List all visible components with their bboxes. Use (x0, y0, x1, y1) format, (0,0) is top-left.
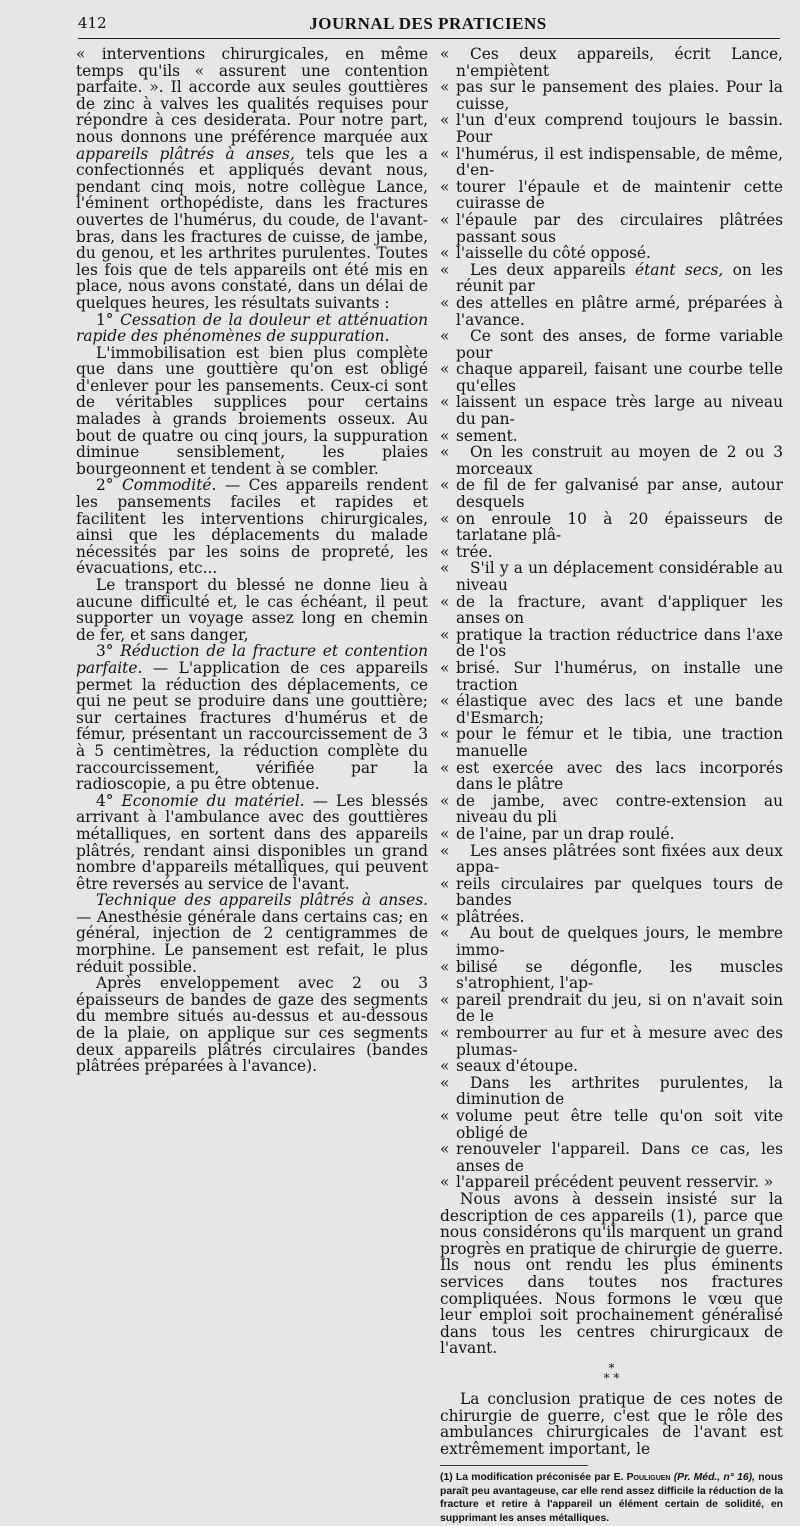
quotation-emphasis: étant secs, (634, 260, 724, 279)
paragraph-enveloppement: Après enveloppement avec 2 ou 3 épaisseurs de bandes de gaze des segments du membre situés au-dessus et au-dessous de la plaie, on applique sur ces segments deux appareils plâtrés circulaires (bandes plâtrées préparées à l'avance). (76, 974, 428, 1076)
paragraph-nous-avons: Nous avons à dessein insisté sur la description de ces appareils (1), parce que nous considérons qu'ils marquent un grand progrès en pratique de chirurgie de guerre. Ils nous ont rendu les plus éminents services dans toutes nos fractures compliquées. Nous formons le vœu que leur emploi soit prochainement généralisé dans tous les centres chirurgicaux de l'avant. (440, 1189, 783, 1358)
quotation-line (440, 925, 783, 958)
quotation-text: l'appareil précédent peuvent resservir. » (456, 1173, 774, 1192)
quotation-line (440, 444, 783, 477)
technique-text: — Anesthésie générale dans certains cas; en général, injection de 2 centigrammes de morphine. Le pansement est refait, le plus réduit possible. (76, 907, 428, 976)
section-1-number: 1° (96, 310, 114, 329)
quotation-line (440, 876, 783, 909)
guillemet-mark: « (440, 625, 450, 644)
quotation-line (440, 1025, 783, 1058)
section-separator-asterisks (440, 1360, 783, 1385)
guillemet-mark: « (440, 360, 450, 379)
quotation-text: Ce sont des anses, de forme variable pour (456, 327, 783, 362)
quotation-text: on enroule 10 à 20 épaisseurs de tarlatane plâ- (456, 509, 783, 545)
quotation-text: plâtrées. (456, 907, 525, 926)
guillemet-mark: « (440, 426, 450, 445)
guillemet-mark: « (440, 293, 450, 312)
quotation-text: rembourrer au fur et à mesure avec des plumas- (456, 1024, 783, 1059)
guillemet-mark: « (440, 725, 450, 744)
quotation-text: l'humérus, il est indispensable, de même, d'en- (456, 144, 783, 180)
quotation-line (440, 1058, 783, 1075)
guillemet-mark: « (440, 874, 450, 893)
quotation-line (440, 328, 783, 361)
quotation-line (440, 245, 783, 262)
quotation-line (440, 909, 783, 926)
quotation-line (440, 179, 783, 212)
section-4-number: 4° (96, 791, 114, 810)
quotation-line (440, 826, 783, 843)
quotation-text: pratique la traction réductrice dans l'axe de l'os (456, 625, 783, 661)
quotation-line (440, 1174, 783, 1191)
guillemet-mark: « (440, 990, 450, 1009)
quotation-text: brisé. Sur l'humérus, on installe une traction (456, 658, 783, 694)
quotation-text: trée. (456, 542, 493, 561)
quotation-line (440, 544, 783, 561)
quotation-line (440, 793, 783, 826)
guillemet-mark: « (440, 393, 450, 412)
guillemet-mark: « (440, 542, 450, 561)
guillemet-mark: « (440, 824, 450, 843)
guillemet-mark: « (440, 758, 450, 777)
quotation-text: bilisé se dégonfle, les muscles s'atrophient, l'ap- (456, 957, 783, 993)
quotation-text: laissent un espace très large au niveau du pan- (456, 393, 783, 429)
guillemet-mark: « (440, 260, 450, 279)
quotation-text: pareil prendrait du jeu, si on n'avait soin de le (456, 990, 783, 1026)
section-2-number: 2° (96, 476, 114, 495)
section-2-text: — Ces appareils rendent les pansements faciles et rapides et facilitent les interventions chirurgicales, ainsi que les déplacements du malade nécessités par les soins de propreté, les évacuations, etc... (76, 476, 428, 578)
guillemet-mark: « (440, 559, 450, 578)
asterisk-top: * (608, 1360, 615, 1375)
guillemet-mark: « (440, 907, 450, 926)
journal-title: JOURNAL DES PRATICIENS (309, 14, 547, 33)
guillemet-mark: « (440, 144, 450, 163)
quotation-line (440, 843, 783, 876)
quotation-line (440, 477, 783, 510)
quotation-text-post: on les réunit par (456, 260, 783, 296)
quotation-text: Ces deux appareils, écrit Lance, n'empiètent (456, 45, 783, 80)
quotation-line (440, 146, 783, 179)
quotation-text: élastique avec des lacs et une bande d'Esmarch; (456, 692, 783, 727)
quotation-line (440, 992, 783, 1025)
quotation-line (440, 660, 783, 693)
quotation-text: Dans les arthrites purulentes, la diminution de (456, 1073, 783, 1109)
technique-title: Technique des appareils plâtrés à anses. (96, 891, 428, 910)
quotation-text: pour le fémur et le tibia, une traction manuelle (456, 725, 783, 760)
guillemet-mark: « (440, 1107, 450, 1125)
lance-quotation (440, 46, 783, 1191)
paragraph-intro (76, 46, 428, 312)
quotation-text: volume peut être telle qu'on soit vite obligé de (456, 1107, 783, 1142)
paragraph-conclusion: La conclusion pratique de ces notes de chirurgie de guerre, c'est que le rôle des ambulances chirurgicales de l'avant est extrêmement important, le (440, 1389, 783, 1458)
guillemet-mark: « (440, 327, 450, 346)
guillemet-mark: « (440, 957, 450, 976)
guillemet-mark: « (440, 476, 450, 495)
quotation-line (440, 394, 783, 427)
quotation-text-pre: Les deux appareils (470, 260, 626, 279)
quotation-line (440, 46, 783, 79)
footnote-reference: (Pr. Méd., n° 16), (673, 1472, 755, 1484)
guillemet-mark: « (440, 1173, 450, 1192)
quotation-line (440, 1108, 783, 1141)
quotation-line (440, 1141, 783, 1174)
quotation-line (440, 760, 783, 793)
section-2-title: Commodité. (121, 476, 217, 495)
quotation-line (440, 726, 783, 759)
quotation-line (440, 959, 783, 992)
quotation-text: pas sur le pansement des plaies. Pour la cuisse, (456, 78, 783, 113)
header-rule (78, 38, 780, 39)
intro-emphasis: appareils plâtrés à anses, (76, 144, 295, 163)
footnote-text-rest: nous paraît peu avantageuse, car elle rend assez difficile la réduction de la fracture et retire à l'appareil un élément certain de solidité, en supprimant les anses métalliques. (440, 1472, 784, 1525)
quotation-text: Les anses plâtrées sont fixées aux deux appa- (456, 841, 783, 877)
quotation-line (440, 560, 783, 593)
quotation-text: de jambe, avec contre-extension au niveau du pli (456, 791, 783, 827)
guillemet-mark: « (440, 210, 450, 229)
section-3 (76, 643, 428, 792)
footnote (440, 1471, 783, 1525)
guillemet-mark: « (440, 658, 450, 677)
section-4-title: Economie du matériel. (121, 791, 305, 810)
section-2 (76, 477, 428, 577)
quotation-text: renouveler l'appareil. Dans ce cas, les anses de (456, 1140, 783, 1175)
quotation-line (440, 594, 783, 627)
guillemet-mark: « (440, 1024, 450, 1043)
section-1-title: Cessation de la douleur et atténuation rapide des phénomènes de suppuration. (76, 310, 428, 346)
left-column (76, 46, 428, 1075)
quotation-text: sement. (456, 426, 518, 445)
guillemet-mark: « (440, 45, 450, 63)
technique-paragraph (76, 892, 428, 975)
page-number: 412 (78, 14, 107, 32)
footnote-rule (440, 1465, 588, 1466)
quotation-text: l'épaule par des circulaires plâtrées passant sous (456, 210, 783, 246)
running-header (78, 14, 778, 36)
guillemet-mark: « (440, 509, 450, 528)
guillemet-mark: « (440, 443, 450, 462)
quotation-text: l'un d'eux comprend toujours le bassin. Pour (456, 111, 783, 146)
quotation-line (440, 627, 783, 660)
quotation-text (456, 261, 783, 296)
quotation-text: reils circulaires par quelques tours de bandes (456, 874, 783, 910)
quotation-text: On les construit au moyen de 2 ou 3 morceaux (456, 443, 783, 478)
section-3-text: — L'application de ces appareils permet la réduction des déplacements, ce qui ne peut se produire dans une gouttière; sur certaines fractures d'humérus et de fémur, présentant un raccourcissement de 3 à 5 centimètres, la réduction complète du raccourcissement, vérifiée par la radioscopie, a pu être obtenue. (76, 658, 428, 794)
quotation-text: de fil de fer galvanisé par anse, autour desquels (456, 476, 783, 512)
guillemet-mark: « (440, 1140, 450, 1159)
quotation-text: tourer l'épaule et de maintenir cette cuirasse de (456, 177, 783, 213)
guillemet-mark: « (440, 692, 450, 711)
quotation-line (440, 79, 783, 112)
footnote-text: (1) La modification préconisée par E. (440, 1472, 624, 1484)
quotation-line (440, 361, 783, 394)
right-column (440, 46, 783, 1526)
guillemet-mark: « (440, 1073, 450, 1092)
quotation-text: Au bout de quelques jours, le membre immo- (456, 924, 783, 960)
guillemet-mark: « (440, 78, 450, 97)
guillemet-mark: « (440, 924, 450, 943)
paragraph-transport: Le transport du blessé ne donne lieu à aucune difficulté et, le cas échéant, il peut supporter un voyage assez long en chemin de fer, et sans danger, (76, 576, 428, 644)
intro-text: « interventions chirurgicales, en même temps qu'ils « assurent une contention parfaite. ». Il accorde aux seules gouttières de zinc à valves les qualités requises pour répondre à ces desiderata. Pour notre part, nous donnons une préférence marquée aux (76, 45, 428, 146)
quotation-text: chaque appareil, faisant une courbe telle qu'elles (456, 360, 783, 395)
section-4 (76, 793, 428, 893)
section-3-title: Réduction de la fracture et contention parfaite. (76, 642, 428, 677)
quotation-text: des attelles en plâtre armé, préparées à l'avance. (456, 293, 783, 329)
quotation-text: de la fracture, avant d'appliquer les anses on (456, 592, 783, 628)
intro-text-rest: tels que les a confectionnés et appliqués devant nous, pendant cinq mois, notre collègue Lance, l'éminent orthopédiste, dans les fractures ouvertes de l'humérus, du coude, de l'avant-bras, dans les fractures de cuisse, de jambe, du genou, et les arthrites purulentes. Toutes les fois que de tels appareils ont été mis en place, nous avons constaté, dans un délai de quelques heures, les résultats suivants : (76, 144, 428, 312)
quotation-line (440, 112, 783, 145)
quotation-line (440, 1075, 783, 1108)
quotation-line (440, 212, 783, 245)
quotation-text: S'il y a un déplacement considérable au niveau (456, 559, 783, 594)
section-1-text: L'immobilisation est bien plus complète que dans une gouttière qu'on est obligé d'enlever pour les pansements. Ceux-ci sont de véritables supplices pour certains malades à grands broiements osseux. Au bout de quatre ou cinq jours, la suppuration diminue sensiblement, les plaies bourgeonnent et tendent à se combler. (76, 343, 428, 478)
quotation-text: seaux d'étoupe. (456, 1057, 579, 1076)
section-4-text: — Les blessés arrivant à l'ambulance avec des gouttières métalliques, en sortent dans des appareils plâtrés, rendant ainsi disponibles un grand nombre d'appareils métalliques, qui peuvent être reversés au service de l'avant. (76, 791, 428, 893)
quotation-text: est exercée avec des lacs incorporés dans le plâtre (456, 758, 783, 794)
guillemet-mark: « (440, 1057, 450, 1076)
section-3-number: 3° (96, 642, 114, 661)
quotation-line (440, 428, 783, 445)
quotation-line (440, 262, 783, 295)
quotation-line (440, 295, 783, 328)
guillemet-mark: « (440, 841, 450, 860)
asterisk-bottom: * * (603, 1370, 620, 1385)
quotation-text: l'aisselle du côté opposé. (456, 244, 651, 263)
guillemet-mark: « (440, 111, 450, 130)
quotation-line (440, 693, 783, 726)
guillemet-mark: « (440, 244, 450, 263)
quotation-text: de l'aine, par un drap roulé. (456, 824, 675, 843)
footnote-author: Pouliguen (626, 1472, 671, 1484)
guillemet-mark: « (440, 791, 450, 810)
quotation-line (440, 511, 783, 544)
section-1-heading (76, 312, 428, 345)
guillemet-mark: « (440, 177, 450, 196)
guillemet-mark: « (440, 592, 450, 611)
